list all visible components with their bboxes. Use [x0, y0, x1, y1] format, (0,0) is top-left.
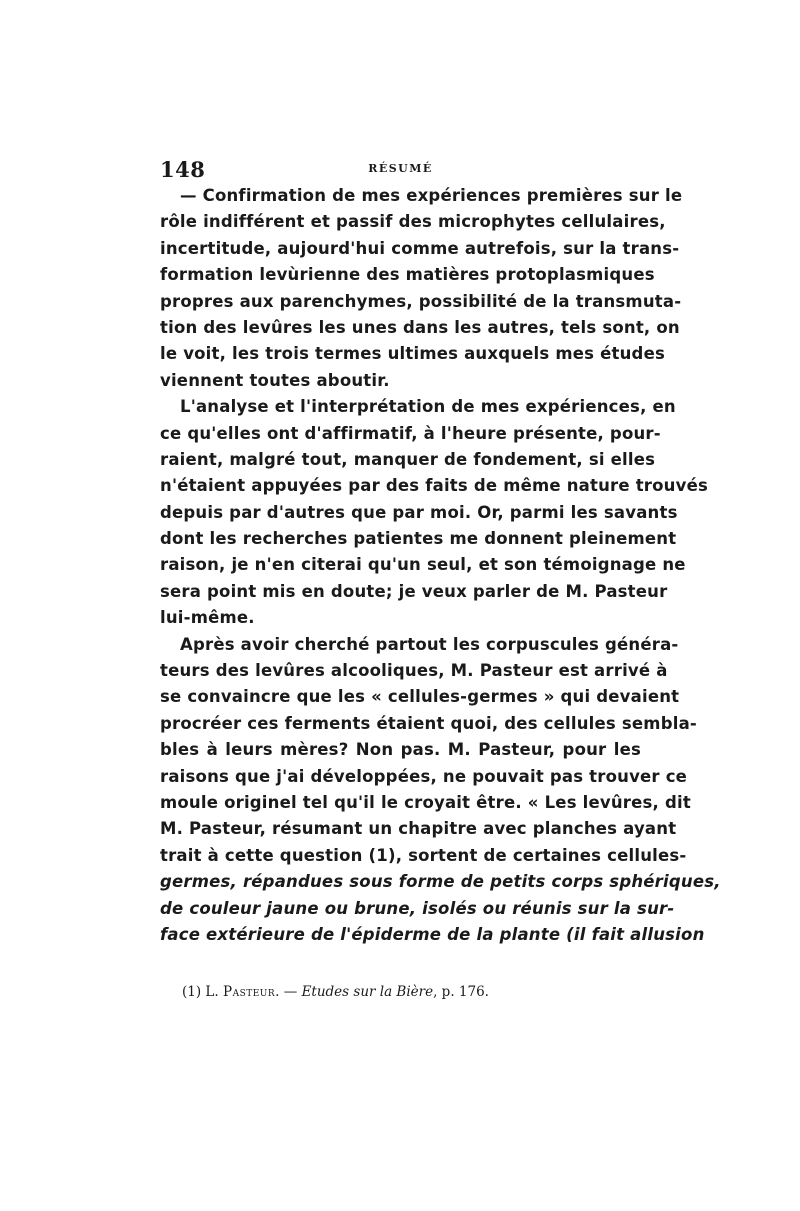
footnote-separator: . —	[275, 984, 298, 1000]
text-line: raison, je n'en citerai qu'un seul, et son témoignage ne	[160, 555, 686, 575]
footnote-title: Etudes sur la Bière	[301, 984, 434, 1000]
body-text	[160, 183, 721, 948]
text-line: se convaincre que les « cellules-germes » qui devaient	[160, 687, 680, 707]
text-line: tion des levûres les unes dans les autres, tels sont, on	[160, 317, 680, 337]
text-line: depuis par d'autres que par moi. Or, parmi les savants	[160, 502, 678, 522]
footnote	[182, 983, 642, 1001]
text-line: ce qu'elles ont d'affirmatif, à l'heure présente, pour-	[160, 423, 661, 443]
footnote-marker: (1)	[182, 984, 202, 1000]
footnote-author-name: Pasteur	[222, 984, 276, 1000]
text-line: n'étaient appuyées par des faits de même nature trouvés	[160, 476, 708, 496]
text-line: lui-même.	[160, 608, 255, 628]
text-line: — Confirmation de mes expériences premières sur le	[180, 186, 683, 205]
text-line: bles à leurs mères? Non pas. M. Pasteur, pour les	[160, 740, 641, 760]
text-line: teurs des levûres alcooliques, M. Pasteur est arrivé à	[160, 661, 668, 681]
text-line: face extérieure de l'épiderme de la plante (il fait allusion	[160, 924, 705, 944]
text-line: viennent toutes aboutir.	[160, 370, 390, 390]
text-line: Après avoir cherché partout les corpuscules généra-	[180, 634, 679, 654]
text-line: rôle indifférent et passif des microphytes cellulaires,	[160, 212, 666, 232]
text-line: trait à cette question (1), sortent de certaines cellules-	[160, 845, 687, 865]
footnote-page-ref: , p. 176.	[433, 984, 489, 1000]
page-header	[160, 157, 641, 185]
text-line: formation levùrienne des matières protoplasmiques	[160, 265, 655, 285]
text-line: raient, malgré tout, manquer de fondement, si elles	[160, 449, 656, 469]
text-line: sera point mis en doute; je veux parler de M. Pasteur	[160, 581, 668, 601]
text-line: L'analyse et l'interprétation de mes expériences, en	[180, 397, 676, 417]
text-line: propres aux parenchymes, possibilité de la transmuta-	[160, 291, 682, 311]
text-line: de couleur jaune ou brune, isolés ou réunis sur la sur-	[160, 898, 675, 918]
text-line: dont les recherches patientes me donnent pleinement	[160, 529, 677, 549]
running-head: RÉSUMÉ	[368, 162, 433, 175]
text-line: moule originel tel qu'il le croyait être. « Les levûres, dit	[160, 792, 691, 812]
text-line: M. Pasteur, résumant un chapitre avec planches ayant	[160, 819, 677, 839]
text-line: procréer ces ferments étaient quoi, des cellules sembla-	[160, 713, 697, 733]
text-line: germes, répandues sous forme de petits corps sphériques,	[160, 872, 721, 892]
text-line: le voit, les trois termes ultimes auxquels mes études	[160, 344, 665, 364]
text-line: raisons que j'ai développées, ne pouvait pas trouver ce	[160, 766, 688, 786]
text-line: incertitude, aujourd'hui comme autrefois, sur la trans-	[160, 238, 680, 258]
page-number: 148	[160, 157, 206, 182]
footnote-author-initial: L.	[205, 984, 219, 1000]
